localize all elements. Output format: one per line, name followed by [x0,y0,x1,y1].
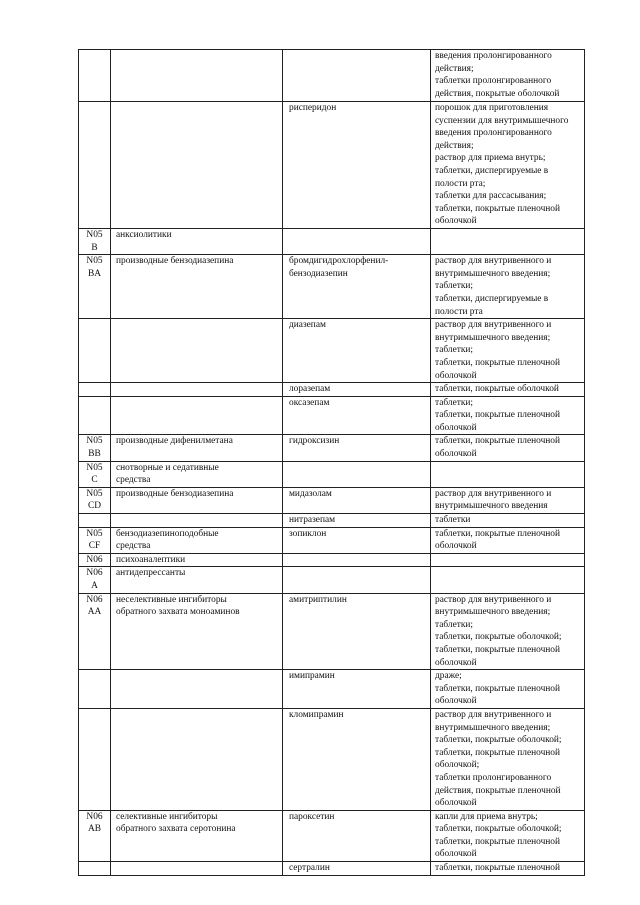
table-row [79,527,585,553]
table-row [79,810,585,861]
dosage-form-cell [431,553,585,567]
cell-text-line: действия, покрытые пленочной [435,785,561,796]
cell-text-line: действия; [435,63,474,74]
cell-text-line: производные дифенилметана [116,436,233,447]
table-row [79,514,585,528]
drug-name-cell [283,553,431,567]
cell-text-line: таблетки; [435,619,474,630]
cell-text-line: сертралин [289,863,330,874]
cell-text-line: оболочкой [435,849,477,860]
cell-text-line: N05 [86,488,103,499]
cell-text-line: производные бензодиазепина [116,256,234,267]
atc-code-cell [79,461,111,487]
atc-code-cell [79,670,111,709]
cell-text-line: бензодиазепин [289,268,348,279]
group-name-cell [111,862,283,876]
cell-text-line: селективные ингибиторы [116,811,218,822]
drug-name-cell [283,567,431,593]
atc-code-cell [79,593,111,670]
cell-text-line: таблетки, покрытые пленочной [435,203,561,214]
cell-text-line: бромдигидрохлорфенил- [289,256,389,267]
dosage-form-cell [431,102,585,229]
drug-name-cell [283,228,431,254]
table-row [79,255,585,319]
table-row [79,593,585,670]
atc-code-cell [79,255,111,319]
cell-text-line: N06 [86,811,103,822]
cell-text-line: таблетки, покрытые оболочкой; [435,632,562,643]
atc-code-cell [79,228,111,254]
atc-code-cell [79,567,111,593]
cell-text-line: оболочкой [435,696,477,707]
cell-text-line: таблетки для рассасывания; [435,191,547,202]
cell-text-line: таблетки пролонгированного [435,772,552,783]
dosage-form-cell [431,319,585,383]
cell-text-line: неселективные ингибиторы [116,594,227,605]
dosage-form-cell [431,670,585,709]
cell-text-line: таблетки, покрытые пленочной [435,528,561,539]
drug-classification-table [78,49,585,876]
cell-text-line: суспензии для внутримышечного [435,115,569,126]
cell-text-line: лоразепам [289,384,331,395]
drug-name-cell [283,255,431,319]
cell-text-line: антидепрессанты [116,568,186,579]
cell-text-line: оболочкой; [435,760,480,771]
cell-text-line: бензодиазепиноподобные [116,528,219,539]
cell-text-line: A [91,581,98,591]
cell-text-line: имипрамин [289,671,335,682]
drug-name-cell [283,461,431,487]
dosage-form-cell [431,383,585,397]
cell-text-line: снотворные и седативные [116,462,219,473]
cell-text-line: внутримышечного введения; [435,722,551,733]
group-name-cell [111,461,283,487]
group-name-cell [111,487,283,513]
drug-name-cell [283,487,431,513]
cell-text-line: анксиолитики [116,229,172,240]
cell-text-line: внутримышечного введения [435,501,548,512]
atc-code-cell [79,553,111,567]
cell-text-line: средства [116,475,151,486]
cell-text-line: N06 [86,594,103,605]
cell-text-line: раствор для внутривенного и [435,256,552,267]
cell-text-line: таблетки, покрытые пленочной [435,410,561,421]
cell-text-line: таблетки, покрытые оболочкой; [435,735,562,746]
cell-text-line: средства [116,541,151,552]
group-name-cell [111,593,283,670]
group-name-cell [111,396,283,435]
table-row [79,319,585,383]
group-name-cell [111,810,283,861]
cell-text-line: N05 [86,528,103,539]
atc-code-cell [79,487,111,513]
cell-text-line: мидазолам [289,488,332,499]
drug-list-document [78,49,585,876]
cell-text-line: оболочкой [435,422,477,433]
cell-text-line: раствор для приема внутрь; [435,153,546,164]
table-row [79,435,585,461]
cell-text-line: введения пролонгированного [435,51,552,61]
cell-text-line: порошок для приготовления [435,103,549,113]
cell-text-line: N05 [86,256,103,267]
atc-code-cell [79,319,111,383]
cell-text-line: обратного захвата моноаминов [116,607,240,618]
cell-text-line: таблетки; [435,281,474,292]
cell-text-line: оболочкой [435,216,477,227]
dosage-form-cell [431,514,585,528]
drug-name-cell [283,527,431,553]
cell-text-line: введения пролонгированного [435,128,552,139]
cell-text-line: амитриптилин [289,594,347,605]
cell-text-line: AA [87,607,102,618]
dosage-form-cell [431,708,585,810]
atc-code-cell [79,810,111,861]
cell-text-line: оболочкой [435,657,477,668]
drug-name-cell [283,708,431,810]
cell-text-line: внутримышечного введения; [435,607,551,618]
cell-text-line: капли для приема внутрь; [435,811,538,822]
cell-text-line: раствор для внутривенного и [435,320,552,331]
cell-text-line: B [91,242,98,253]
cell-text-line: психоаналептики [116,554,186,565]
cell-text-line: оболочкой [435,370,477,381]
cell-text-line: внутримышечного введения; [435,332,551,343]
group-name-cell [111,670,283,709]
drug-name-cell [283,319,431,383]
cell-text-line: C [91,475,98,486]
table-row [79,383,585,397]
dosage-form-cell [431,487,585,513]
dosage-form-cell [431,255,585,319]
atc-code-cell [79,435,111,461]
drug-name-cell [283,396,431,435]
cell-text-line: таблетки, покрытые пленочной [435,863,561,874]
cell-text-line: рисперидон [289,103,337,113]
cell-text-line: таблетки, покрытые оболочкой [435,384,559,395]
cell-text-line: оксазепам [289,397,330,408]
cell-text-line: зопиклон [289,528,327,539]
cell-text-line: таблетки, покрытые пленочной [435,644,561,655]
cell-text-line: диазепам [289,320,326,331]
atc-code-cell [79,383,111,397]
group-name-cell [111,567,283,593]
cell-text-line: оболочкой [435,449,477,460]
table-body [79,50,585,876]
drug-name-cell [283,862,431,876]
cell-text-line: таблетки; [435,345,474,356]
cell-text-line: действия, покрытые оболочкой [435,88,560,99]
cell-text-line: производные бензодиазепина [116,488,234,499]
cell-text-line: оболочкой [435,798,477,809]
dosage-form-cell [431,228,585,254]
group-name-cell [111,708,283,810]
cell-text-line: оболочкой [435,541,477,552]
cell-text-line: N05 [86,436,103,447]
cell-text-line: таблетки, диспергируемые в [435,293,549,304]
group-name-cell [111,102,283,229]
group-name-cell [111,527,283,553]
cell-text-line: таблетки, покрытые пленочной [435,357,561,368]
atc-code-cell [79,50,111,102]
drug-name-cell [283,102,431,229]
drug-name-cell [283,670,431,709]
cell-text-line: таблетки; [435,397,474,408]
cell-text-line: раствор для внутривенного и [435,594,552,605]
table-row [79,862,585,876]
group-name-cell [111,319,283,383]
cell-text-line: таблетки, покрытые оболочкой; [435,824,562,835]
cell-text-line: действия; [435,140,474,151]
atc-code-cell [79,102,111,229]
cell-text-line: полости рта [435,306,483,317]
dosage-form-cell [431,862,585,876]
cell-text-line: полости рта; [435,178,486,189]
dosage-form-cell [431,396,585,435]
dosage-form-cell [431,810,585,861]
cell-text-line: раствор для внутривенного и [435,709,552,720]
dosage-form-cell [431,461,585,487]
cell-text-line: нитразепам [289,515,336,526]
cell-text-line: гидроксизин [289,436,340,447]
cell-text-line: N05 [86,462,103,473]
table-row [79,396,585,435]
dosage-form-cell [431,50,585,102]
cell-text-line: N06 [86,568,103,579]
cell-text-line: пароксетин [289,811,335,822]
table-row [79,708,585,810]
cell-text-line: N05 [86,229,103,240]
cell-text-line: таблетки [435,515,471,526]
cell-text-line: таблетки, покрытые пленочной [435,436,561,447]
group-name-cell [111,228,283,254]
table-row [79,50,585,102]
cell-text-line: раствор для внутривенного и [435,488,552,499]
atc-code-cell [79,527,111,553]
group-name-cell [111,553,283,567]
group-name-cell [111,435,283,461]
atc-code-cell [79,862,111,876]
drug-name-cell [283,383,431,397]
cell-text-line: внутримышечного введения; [435,268,551,279]
cell-text-line: кломипрамин [289,709,344,720]
table-row [79,487,585,513]
table-row [79,553,585,567]
cell-text-line: драже; [435,671,462,682]
cell-text-line: таблетки, покрытые пленочной [435,683,561,694]
cell-text-line: BB [88,449,101,460]
dosage-form-cell [431,567,585,593]
table-row [79,567,585,593]
cell-text-line: BA [87,268,102,279]
table-row [79,228,585,254]
table-row [79,102,585,229]
drug-name-cell [283,50,431,102]
group-name-cell [111,255,283,319]
drug-name-cell [283,810,431,861]
table-row [79,670,585,709]
cell-text-line: N06 [86,554,103,565]
drug-name-cell [283,435,431,461]
cell-text-line: таблетки, покрытые пленочной [435,747,561,758]
cell-text-line: таблетки, диспергируемые в [435,165,549,176]
drug-name-cell [283,593,431,670]
atc-code-cell [79,514,111,528]
cell-text-line: AB [87,824,102,835]
cell-text-line: обратного захвата серотонина [116,824,236,835]
atc-code-cell [79,396,111,435]
atc-code-cell [79,708,111,810]
dosage-form-cell [431,593,585,670]
drug-name-cell [283,514,431,528]
group-name-cell [111,383,283,397]
group-name-cell [111,50,283,102]
cell-text-line: CD [87,501,102,512]
dosage-form-cell [431,435,585,461]
group-name-cell [111,514,283,528]
cell-text-line: таблетки, покрытые пленочной [435,836,561,847]
table-row [79,461,585,487]
cell-text-line: CF [88,541,101,552]
cell-text-line: таблетки пролонгированного [435,76,552,87]
dosage-form-cell [431,527,585,553]
